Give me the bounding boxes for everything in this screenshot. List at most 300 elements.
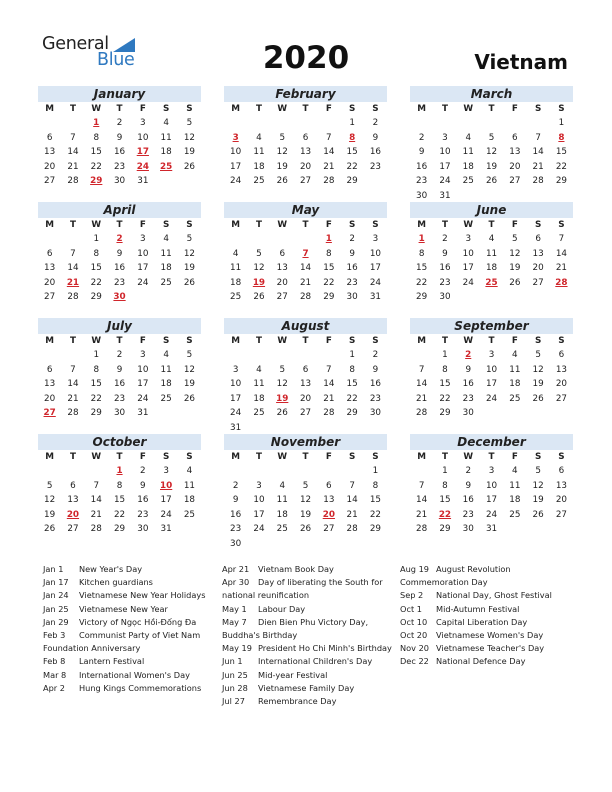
day-cell: 27 — [67, 524, 79, 534]
weekday-label: S — [372, 452, 379, 462]
day-cell: 4 — [163, 234, 169, 244]
day-cell: 5 — [279, 132, 286, 143]
day-cell: 5 — [186, 234, 193, 244]
holiday-item — [222, 695, 400, 708]
day-cell: 17 — [160, 495, 172, 505]
day-cell: 12 — [485, 147, 498, 157]
weekday-label: T — [302, 104, 309, 114]
holiday-day-cell: 19 — [276, 393, 289, 404]
weekday-label: T — [69, 104, 76, 114]
weekday-label: S — [372, 220, 379, 230]
month-grid — [410, 218, 573, 305]
day-cell: 5 — [488, 132, 495, 143]
day-cell: 13 — [509, 147, 521, 157]
day-cell: 6 — [70, 480, 76, 491]
empty-cell — [224, 464, 247, 479]
day-cell: 18 — [509, 495, 521, 505]
day-cell: 17 — [137, 263, 149, 273]
day-cell: 28 — [323, 408, 335, 418]
empty-cell — [340, 464, 363, 479]
weekday-label: S — [348, 104, 356, 114]
weekday-label: T — [441, 220, 448, 230]
day-cell: 5 — [512, 234, 518, 244]
month-january — [38, 86, 201, 189]
holiday-date: Oct 1 — [400, 603, 422, 614]
holiday-date: Jun 1 — [222, 656, 243, 667]
holiday-date: Aug 19 — [400, 564, 430, 574]
day-cell: 26 — [532, 509, 544, 520]
day-cell: 16 — [439, 263, 451, 273]
day-cell: 27 — [299, 176, 312, 186]
holiday-date: Oct 10 — [400, 616, 428, 627]
holiday-day-cell: 1 — [418, 234, 425, 244]
day-cell: 24 — [485, 393, 498, 404]
holiday-item — [222, 603, 400, 616]
day-cell: 14 — [67, 263, 79, 273]
weekday-label: W — [463, 452, 474, 462]
day-cell: 20 — [276, 277, 288, 288]
day-cell: 16 — [369, 379, 382, 389]
day-cell: 1 — [442, 466, 448, 476]
weekday-label: M — [45, 220, 55, 230]
day-cell: 19 — [532, 379, 544, 389]
day-cell: 11 — [462, 147, 474, 157]
day-cell: 31 — [137, 408, 149, 418]
month-title: October — [38, 434, 201, 450]
holiday-name: Kitchen guardians — [79, 577, 153, 588]
day-cell: 13 — [276, 263, 288, 273]
day-cell: 4 — [256, 364, 262, 375]
day-cell: 3 — [256, 480, 262, 491]
day-cell: 26 — [299, 524, 312, 534]
day-cell: 20 — [299, 393, 312, 404]
day-cell: 21 — [532, 161, 544, 172]
day-cell: 27 — [509, 176, 521, 186]
day-cell: 7 — [70, 132, 76, 143]
weekday-label: S — [558, 336, 565, 346]
day-cell: 21 — [299, 277, 312, 288]
weekday-label: M — [417, 336, 427, 346]
holiday-item — [43, 563, 221, 576]
weekday-label: M — [231, 220, 241, 230]
day-cell: 31 — [439, 190, 451, 201]
day-cell: 10 — [485, 480, 498, 491]
day-cell: 4 — [512, 350, 518, 360]
holiday-date: Apr 30 — [222, 577, 250, 588]
day-cell: 14 — [67, 379, 79, 389]
month-grid — [224, 334, 387, 435]
weekday-label: S — [534, 336, 542, 346]
day-cell: 11 — [509, 480, 521, 491]
empty-cell — [224, 232, 247, 247]
day-cell: 23 — [113, 161, 126, 172]
weekday-label: W — [463, 336, 474, 346]
day-cell: 22 — [416, 277, 428, 288]
weekday-label: S — [558, 220, 565, 230]
empty-cell — [271, 116, 294, 131]
weekday-label: F — [325, 336, 332, 346]
weekday-label: S — [186, 104, 193, 114]
holiday-day-cell: 2 — [116, 234, 123, 244]
holiday-name: Vietnamese Teacher's Day — [436, 643, 545, 654]
day-cell: 8 — [349, 364, 355, 375]
day-cell: 20 — [44, 277, 56, 288]
weekday-label: S — [162, 452, 170, 462]
month-title: June — [410, 202, 573, 218]
weekday-label: T — [441, 104, 448, 114]
day-cell: 3 — [232, 364, 239, 375]
day-cell: 29 — [346, 408, 358, 418]
day-cell: 16 — [416, 161, 428, 172]
day-cell: 17 — [230, 393, 242, 404]
weekday-label: T — [488, 452, 495, 462]
weekday-label: M — [231, 104, 241, 114]
day-cell: 22 — [346, 161, 358, 172]
day-cell: 8 — [93, 364, 100, 375]
day-cell: 2 — [372, 350, 379, 360]
holiday-column — [222, 563, 400, 708]
holiday-day-cell: 8 — [558, 132, 565, 143]
day-cell: 28 — [323, 176, 335, 186]
day-cell: 2 — [465, 466, 472, 476]
empty-cell — [224, 348, 247, 363]
day-cell: 6 — [326, 480, 332, 491]
day-cell: 6 — [46, 132, 53, 143]
month-title: August — [224, 318, 387, 334]
holiday-item — [43, 603, 221, 616]
logo-general-text: General — [42, 34, 109, 54]
day-cell: 2 — [418, 132, 425, 143]
day-cell: 17 — [369, 263, 382, 273]
holiday-item — [222, 682, 400, 695]
day-cell: 19 — [276, 161, 288, 172]
weekday-label: S — [186, 336, 193, 346]
day-cell: 8 — [418, 248, 425, 259]
holiday-name: Mid-year Festival — [258, 669, 328, 680]
day-cell: 25 — [253, 408, 265, 418]
weekday-label: W — [91, 336, 102, 346]
day-cell: 6 — [46, 364, 53, 375]
day-cell: 26 — [183, 393, 196, 404]
empty-cell — [433, 116, 456, 131]
day-cell: 25 — [160, 393, 172, 404]
weekday-label: F — [511, 452, 518, 462]
day-cell: 15 — [416, 263, 428, 273]
day-cell: 29 — [439, 408, 451, 418]
day-cell: 16 — [137, 495, 149, 505]
day-cell: 25 — [253, 176, 265, 186]
day-cell: 15 — [90, 147, 102, 157]
day-cell: 13 — [44, 379, 56, 389]
weekday-label: W — [91, 452, 102, 462]
day-cell: 15 — [369, 495, 382, 505]
empty-cell — [410, 348, 433, 363]
day-cell: 21 — [67, 161, 79, 172]
day-cell: 28 — [67, 176, 79, 186]
holiday-date: Apr 2 — [43, 682, 65, 693]
day-cell: 5 — [535, 466, 541, 476]
month-grid — [224, 218, 387, 305]
day-cell: 27 — [555, 509, 568, 520]
holiday-day-cell: 10 — [160, 480, 173, 491]
day-cell: 7 — [93, 480, 100, 491]
day-cell: 20 — [555, 379, 568, 389]
day-cell: 19 — [532, 495, 544, 505]
day-cell: 17 — [485, 379, 498, 389]
empty-cell — [85, 464, 108, 479]
day-cell: 16 — [369, 147, 382, 157]
weekday-label: S — [534, 220, 542, 230]
holiday-date: Jun 28 — [222, 682, 248, 693]
month-june — [410, 202, 573, 305]
day-cell: 18 — [276, 509, 288, 520]
day-cell: 6 — [302, 132, 309, 143]
day-cell: 26 — [276, 176, 288, 186]
day-cell: 19 — [299, 509, 312, 520]
weekday-label: T — [116, 104, 123, 114]
day-cell: 25 — [462, 176, 474, 186]
holiday-day-cell: 20 — [322, 509, 335, 520]
holiday-name: New Year's Day — [79, 564, 143, 574]
day-cell: 9 — [418, 147, 425, 157]
holiday-name: National Day, Ghost Festival — [436, 590, 552, 601]
weekday-label: T — [255, 336, 262, 346]
day-cell: 10 — [230, 147, 242, 157]
month-october — [38, 434, 201, 537]
holiday-date: May 19 — [222, 643, 252, 654]
day-cell: 14 — [555, 248, 568, 259]
day-cell: 3 — [488, 350, 495, 360]
day-cell: 9 — [232, 495, 239, 505]
weekday-label: T — [116, 336, 123, 346]
day-cell: 27 — [44, 176, 56, 186]
day-cell: 14 — [346, 495, 358, 505]
day-cell: 20 — [509, 161, 521, 172]
empty-cell — [317, 464, 340, 479]
day-cell: 11 — [160, 248, 172, 259]
day-cell: 12 — [276, 147, 288, 157]
day-cell: 23 — [369, 161, 382, 172]
holiday-column — [400, 563, 578, 669]
day-cell: 18 — [160, 147, 172, 157]
weekday-label: W — [277, 104, 288, 114]
day-cell: 17 — [439, 161, 451, 172]
day-cell: 14 — [90, 495, 102, 505]
day-cell: 24 — [230, 408, 242, 418]
day-cell: 20 — [532, 263, 544, 273]
day-cell: 29 — [113, 524, 126, 534]
month-may — [224, 202, 387, 305]
day-cell: 18 — [253, 161, 265, 172]
month-title: December — [410, 434, 573, 450]
day-cell: 17 — [485, 495, 498, 505]
day-cell: 31 — [160, 524, 172, 534]
weekday-label: S — [348, 336, 356, 346]
holiday-date: Jan 17 — [43, 577, 69, 588]
weekday-label: T — [116, 452, 123, 462]
day-cell: 20 — [555, 495, 568, 505]
empty-cell — [247, 348, 270, 363]
day-cell: 3 — [488, 466, 495, 476]
holiday-date: Jul 27 — [222, 696, 245, 707]
day-cell: 23 — [369, 393, 382, 404]
holiday-name: Victory of Ngọc Hồi-Đống Đa — [79, 616, 197, 627]
day-cell: 12 — [532, 480, 544, 491]
day-cell: 20 — [44, 393, 56, 404]
day-cell: 1 — [372, 466, 379, 476]
month-title: September — [410, 318, 573, 334]
weekday-label: F — [139, 336, 146, 346]
day-cell: 6 — [302, 364, 309, 375]
day-cell: 11 — [276, 495, 288, 505]
day-cell: 17 — [462, 263, 474, 273]
day-cell: 30 — [416, 190, 428, 201]
empty-cell — [271, 232, 294, 247]
weekday-label: W — [277, 220, 288, 230]
day-cell: 26 — [485, 176, 498, 186]
holiday-name: Hung Kings Commemorations — [79, 682, 202, 693]
weekday-label: T — [69, 220, 76, 230]
month-grid — [410, 102, 573, 203]
day-cell: 16 — [113, 147, 126, 157]
day-cell: 1 — [93, 350, 100, 360]
day-cell: 17 — [253, 509, 265, 520]
weekday-label: F — [325, 452, 332, 462]
holiday-date: Oct 20 — [400, 630, 428, 641]
day-cell: 24 — [485, 509, 498, 520]
weekday-label: S — [372, 104, 379, 114]
day-cell: 12 — [299, 495, 312, 505]
day-cell: 24 — [462, 277, 474, 288]
day-cell: 3 — [372, 234, 379, 244]
day-cell: 4 — [186, 466, 193, 476]
empty-cell — [317, 116, 340, 131]
holiday-item — [43, 682, 221, 695]
day-cell: 12 — [183, 364, 196, 375]
holiday-date: May 1 — [222, 603, 247, 614]
empty-cell — [410, 464, 433, 479]
day-cell: 17 — [137, 379, 149, 389]
day-cell: 29 — [439, 524, 451, 534]
weekday-label: F — [511, 336, 518, 346]
month-grid — [38, 218, 201, 305]
month-title: March — [410, 86, 573, 102]
weekday-label: S — [558, 104, 565, 114]
weekday-label: T — [69, 452, 76, 462]
weekday-label: T — [69, 336, 76, 346]
day-cell: 15 — [346, 147, 358, 157]
holiday-item — [400, 589, 578, 602]
weekday-label: M — [231, 336, 241, 346]
day-cell: 2 — [442, 234, 448, 244]
day-cell: 4 — [279, 480, 286, 491]
empty-cell — [457, 116, 480, 131]
holiday-item — [43, 589, 221, 602]
month-february — [224, 86, 387, 189]
month-title: February — [224, 86, 387, 102]
day-cell: 14 — [299, 263, 312, 273]
day-cell: 1 — [558, 118, 565, 128]
day-cell: 26 — [253, 292, 265, 302]
day-cell: 16 — [113, 263, 126, 273]
day-cell: 29 — [90, 292, 102, 302]
month-december — [410, 434, 573, 537]
holiday-name: Dien Bien Phu Victory Day, Buddha's Birthday — [222, 616, 369, 641]
weekday-label: T — [441, 336, 448, 346]
day-cell: 8 — [116, 480, 123, 491]
day-cell: 3 — [442, 132, 448, 143]
day-cell: 10 — [253, 495, 265, 505]
holiday-day-cell: 20 — [66, 509, 80, 520]
empty-cell — [294, 464, 317, 479]
day-cell: 25 — [160, 277, 172, 288]
day-cell: 18 — [253, 393, 265, 404]
day-cell: 27 — [532, 277, 544, 288]
day-cell: 7 — [70, 364, 76, 375]
empty-cell — [38, 232, 61, 247]
holiday-item — [222, 655, 400, 668]
day-cell: 26 — [509, 277, 521, 288]
day-cell: 7 — [535, 132, 541, 143]
day-cell: 14 — [323, 147, 335, 157]
month-april — [38, 202, 201, 305]
weekday-label: F — [511, 104, 518, 114]
month-grid — [224, 102, 387, 189]
holiday-date: Jan 1 — [43, 564, 64, 574]
day-cell: 30 — [462, 524, 474, 534]
day-cell: 24 — [230, 176, 242, 186]
holiday-date: Apr 21 — [222, 564, 250, 574]
day-cell: 11 — [160, 132, 172, 143]
month-title: July — [38, 318, 201, 334]
month-title: May — [224, 202, 387, 218]
day-cell: 28 — [299, 292, 312, 302]
weekday-label: T — [488, 104, 495, 114]
day-cell: 16 — [462, 495, 474, 505]
holiday-item — [400, 616, 578, 629]
day-cell: 14 — [416, 495, 428, 505]
day-cell: 5 — [535, 350, 541, 360]
weekday-label: M — [45, 104, 55, 114]
day-cell: 31 — [230, 422, 242, 433]
weekday-label: F — [325, 104, 332, 114]
day-cell: 9 — [116, 132, 123, 143]
day-cell: 9 — [372, 364, 379, 375]
day-cell: 17 — [230, 161, 242, 172]
day-cell: 19 — [485, 161, 498, 172]
day-cell: 8 — [442, 480, 448, 491]
day-cell: 7 — [558, 234, 565, 244]
day-cell: 4 — [163, 118, 169, 128]
day-cell: 8 — [93, 132, 100, 143]
day-cell: 30 — [346, 292, 358, 302]
day-cell: 13 — [323, 495, 335, 505]
day-cell: 16 — [113, 379, 126, 389]
day-cell: 18 — [183, 495, 196, 505]
month-title: November — [224, 434, 387, 450]
day-cell: 29 — [346, 176, 358, 186]
weekday-label: M — [45, 452, 55, 462]
holiday-name: International Children's Day — [258, 656, 373, 667]
day-cell: 23 — [439, 277, 451, 288]
holiday-name: Day of liberating the South for national reunification — [222, 577, 383, 601]
holiday-day-cell: 21 — [66, 277, 80, 288]
day-cell: 9 — [465, 364, 472, 375]
month-august — [224, 318, 387, 435]
day-cell: 3 — [163, 466, 169, 476]
day-cell: 30 — [137, 524, 149, 534]
day-cell: 2 — [116, 350, 123, 360]
